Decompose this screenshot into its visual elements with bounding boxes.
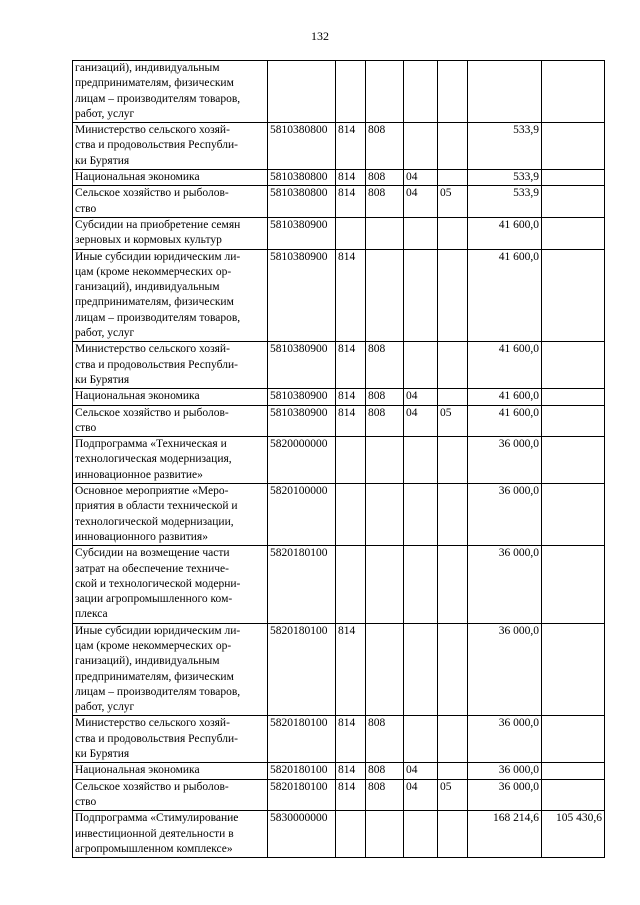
cell-grbs: 814 — [336, 779, 366, 811]
cell-name: Сельское хозяйство и рыболов- ство — [73, 779, 268, 811]
cell-expense-type — [438, 170, 468, 186]
cell-section — [366, 484, 404, 546]
cell-target-code: 5820100000 — [268, 484, 336, 546]
cell-section — [366, 437, 404, 484]
cell-subsection — [404, 546, 438, 623]
cell-section — [366, 61, 404, 123]
table-row — [73, 779, 605, 811]
cell-grbs — [336, 217, 366, 249]
cell-target-code: 5810380900 — [268, 249, 336, 342]
cell-target-code: 5820180100 — [268, 763, 336, 779]
cell-target-code: 5810380900 — [268, 389, 336, 405]
cell-expense-type: 05 — [438, 779, 468, 811]
cell-name: Субсидии на возмещение части затрат на обеспечение техниче- ской и технологической модерни- зации агропромышленного ком- плекса — [73, 546, 268, 623]
cell-expense-type — [438, 342, 468, 389]
cell-amount-1: 533,9 — [468, 123, 542, 170]
cell-name: Министерство сельского хозяй- ства и продовольствия Республи- ки Бурятия — [73, 123, 268, 170]
cell-name: Национальная экономика — [73, 389, 268, 405]
cell-section: 808 — [366, 123, 404, 170]
table-row — [73, 389, 605, 405]
cell-amount-1: 36 000,0 — [468, 484, 542, 546]
cell-name: Иные субсидии юридическим ли- цам (кроме некоммерческих ор- ганизаций), индивидуальным предпринимателям, физическим лицам – производителям товаров, работ, услуг — [73, 623, 268, 716]
cell-subsection: 04 — [404, 389, 438, 405]
cell-expense-type: 05 — [438, 186, 468, 218]
cell-section: 808 — [366, 186, 404, 218]
cell-grbs: 814 — [336, 389, 366, 405]
cell-amount-2 — [542, 779, 605, 811]
cell-amount-1: 41 600,0 — [468, 342, 542, 389]
cell-amount-1: 533,9 — [468, 170, 542, 186]
cell-grbs: 814 — [336, 249, 366, 342]
cell-target-code: 5820180100 — [268, 546, 336, 623]
cell-amount-2 — [542, 61, 605, 123]
table-row — [73, 484, 605, 546]
cell-name: Субсидии на приобретение семян зерновых и кормовых культур — [73, 217, 268, 249]
cell-subsection: 04 — [404, 779, 438, 811]
cell-grbs: 814 — [336, 123, 366, 170]
table-row — [73, 546, 605, 623]
cell-target-code: 5820000000 — [268, 437, 336, 484]
cell-expense-type — [438, 546, 468, 623]
cell-expense-type — [438, 123, 468, 170]
cell-amount-2 — [542, 716, 605, 763]
cell-name: Иные субсидии юридическим ли- цам (кроме некоммерческих ор- ганизаций), индивидуальным предпринимателям, физическим лицам – производителям товаров, работ, услуг — [73, 249, 268, 342]
cell-amount-2 — [542, 389, 605, 405]
table-row — [73, 437, 605, 484]
budget-table — [72, 60, 605, 858]
cell-name: Сельское хозяйство и рыболов- ство — [73, 405, 268, 437]
table-row — [73, 123, 605, 170]
cell-section — [366, 217, 404, 249]
cell-subsection — [404, 249, 438, 342]
cell-name: Подпрограмма «Техническая и технологическая модернизация, инновационное развитие» — [73, 437, 268, 484]
cell-amount-1: 533,9 — [468, 186, 542, 218]
cell-target-code: 5810380800 — [268, 186, 336, 218]
cell-target-code: 5820180100 — [268, 623, 336, 716]
cell-section — [366, 811, 404, 858]
cell-subsection — [404, 437, 438, 484]
cell-subsection — [404, 342, 438, 389]
cell-amount-2 — [542, 546, 605, 623]
cell-name: Министерство сельского хозяй- ства и продовольствия Республи- ки Бурятия — [73, 342, 268, 389]
cell-expense-type — [438, 389, 468, 405]
cell-subsection: 04 — [404, 763, 438, 779]
cell-expense-type — [438, 484, 468, 546]
table-body — [73, 61, 605, 858]
cell-amount-2 — [542, 484, 605, 546]
cell-amount-1: 41 600,0 — [468, 389, 542, 405]
table-row — [73, 342, 605, 389]
cell-amount-1: 168 214,6 — [468, 811, 542, 858]
cell-amount-1: 36 000,0 — [468, 779, 542, 811]
table-row — [73, 811, 605, 858]
cell-subsection — [404, 623, 438, 716]
cell-target-code: 5810380800 — [268, 170, 336, 186]
cell-grbs — [336, 811, 366, 858]
cell-amount-2 — [542, 217, 605, 249]
cell-section: 808 — [366, 763, 404, 779]
table-row — [73, 186, 605, 218]
cell-grbs — [336, 484, 366, 546]
cell-amount-1: 41 600,0 — [468, 217, 542, 249]
cell-name: Национальная экономика — [73, 170, 268, 186]
cell-target-code: 5830000000 — [268, 811, 336, 858]
cell-name: ганизаций), индивидуальным предпринимателям, физическим лицам – производителям товаров, работ, услуг — [73, 61, 268, 123]
cell-target-code: 5810380900 — [268, 217, 336, 249]
cell-expense-type — [438, 811, 468, 858]
cell-grbs: 814 — [336, 763, 366, 779]
table-row — [73, 170, 605, 186]
cell-expense-type — [438, 437, 468, 484]
cell-subsection — [404, 61, 438, 123]
cell-subsection: 04 — [404, 170, 438, 186]
cell-grbs: 814 — [336, 170, 366, 186]
cell-amount-2 — [542, 763, 605, 779]
cell-grbs — [336, 437, 366, 484]
cell-subsection: 04 — [404, 405, 438, 437]
table-row — [73, 716, 605, 763]
cell-section: 808 — [366, 405, 404, 437]
table-row — [73, 249, 605, 342]
cell-section: 808 — [366, 779, 404, 811]
cell-grbs — [336, 61, 366, 123]
cell-section: 808 — [366, 170, 404, 186]
cell-expense-type — [438, 763, 468, 779]
cell-subsection — [404, 484, 438, 546]
cell-name: Подпрограмма «Стимулирование инвестиционной деятельности в агропромышленном комплексе» — [73, 811, 268, 858]
cell-grbs: 814 — [336, 342, 366, 389]
cell-name: Министерство сельского хозяй- ства и продовольствия Республи- ки Бурятия — [73, 716, 268, 763]
cell-subsection — [404, 716, 438, 763]
cell-section: 808 — [366, 389, 404, 405]
cell-amount-2 — [542, 123, 605, 170]
table-row — [73, 61, 605, 123]
cell-grbs: 814 — [336, 623, 366, 716]
cell-name: Сельское хозяйство и рыболов- ство — [73, 186, 268, 218]
cell-amount-2 — [542, 342, 605, 389]
cell-expense-type — [438, 61, 468, 123]
cell-name: Основное мероприятие «Меро- приятия в области технической и технологической модернизации, инновационного развития» — [73, 484, 268, 546]
cell-amount-1: 36 000,0 — [468, 546, 542, 623]
cell-target-code: 5810380900 — [268, 405, 336, 437]
cell-subsection: 04 — [404, 186, 438, 218]
cell-amount-2: 105 430,6 — [542, 811, 605, 858]
cell-section — [366, 623, 404, 716]
cell-target-code: 5810380900 — [268, 342, 336, 389]
cell-subsection — [404, 123, 438, 170]
table-row — [73, 217, 605, 249]
cell-expense-type — [438, 249, 468, 342]
cell-section: 808 — [366, 342, 404, 389]
cell-amount-1: 36 000,0 — [468, 623, 542, 716]
cell-amount-1: 36 000,0 — [468, 437, 542, 484]
cell-grbs: 814 — [336, 186, 366, 218]
table-row — [73, 623, 605, 716]
cell-amount-1: 41 600,0 — [468, 249, 542, 342]
cell-section: 808 — [366, 716, 404, 763]
cell-expense-type — [438, 716, 468, 763]
cell-expense-type — [438, 623, 468, 716]
cell-amount-2 — [542, 437, 605, 484]
cell-subsection — [404, 217, 438, 249]
cell-amount-2 — [542, 249, 605, 342]
cell-amount-2 — [542, 170, 605, 186]
cell-grbs: 814 — [336, 405, 366, 437]
table-row — [73, 405, 605, 437]
cell-section — [366, 249, 404, 342]
cell-amount-1: 41 600,0 — [468, 405, 542, 437]
cell-grbs: 814 — [336, 716, 366, 763]
cell-name: Национальная экономика — [73, 763, 268, 779]
cell-target-code — [268, 61, 336, 123]
cell-target-code: 5810380800 — [268, 123, 336, 170]
cell-amount-1: 36 000,0 — [468, 716, 542, 763]
cell-expense-type: 05 — [438, 405, 468, 437]
cell-target-code: 5820180100 — [268, 779, 336, 811]
cell-amount-1: 36 000,0 — [468, 763, 542, 779]
cell-target-code: 5820180100 — [268, 716, 336, 763]
cell-amount-2 — [542, 405, 605, 437]
cell-subsection — [404, 811, 438, 858]
cell-grbs — [336, 546, 366, 623]
page-number: 132 — [311, 29, 329, 43]
cell-amount-1 — [468, 61, 542, 123]
table-row — [73, 763, 605, 779]
cell-amount-2 — [542, 623, 605, 716]
cell-amount-2 — [542, 186, 605, 218]
cell-expense-type — [438, 217, 468, 249]
cell-section — [366, 546, 404, 623]
